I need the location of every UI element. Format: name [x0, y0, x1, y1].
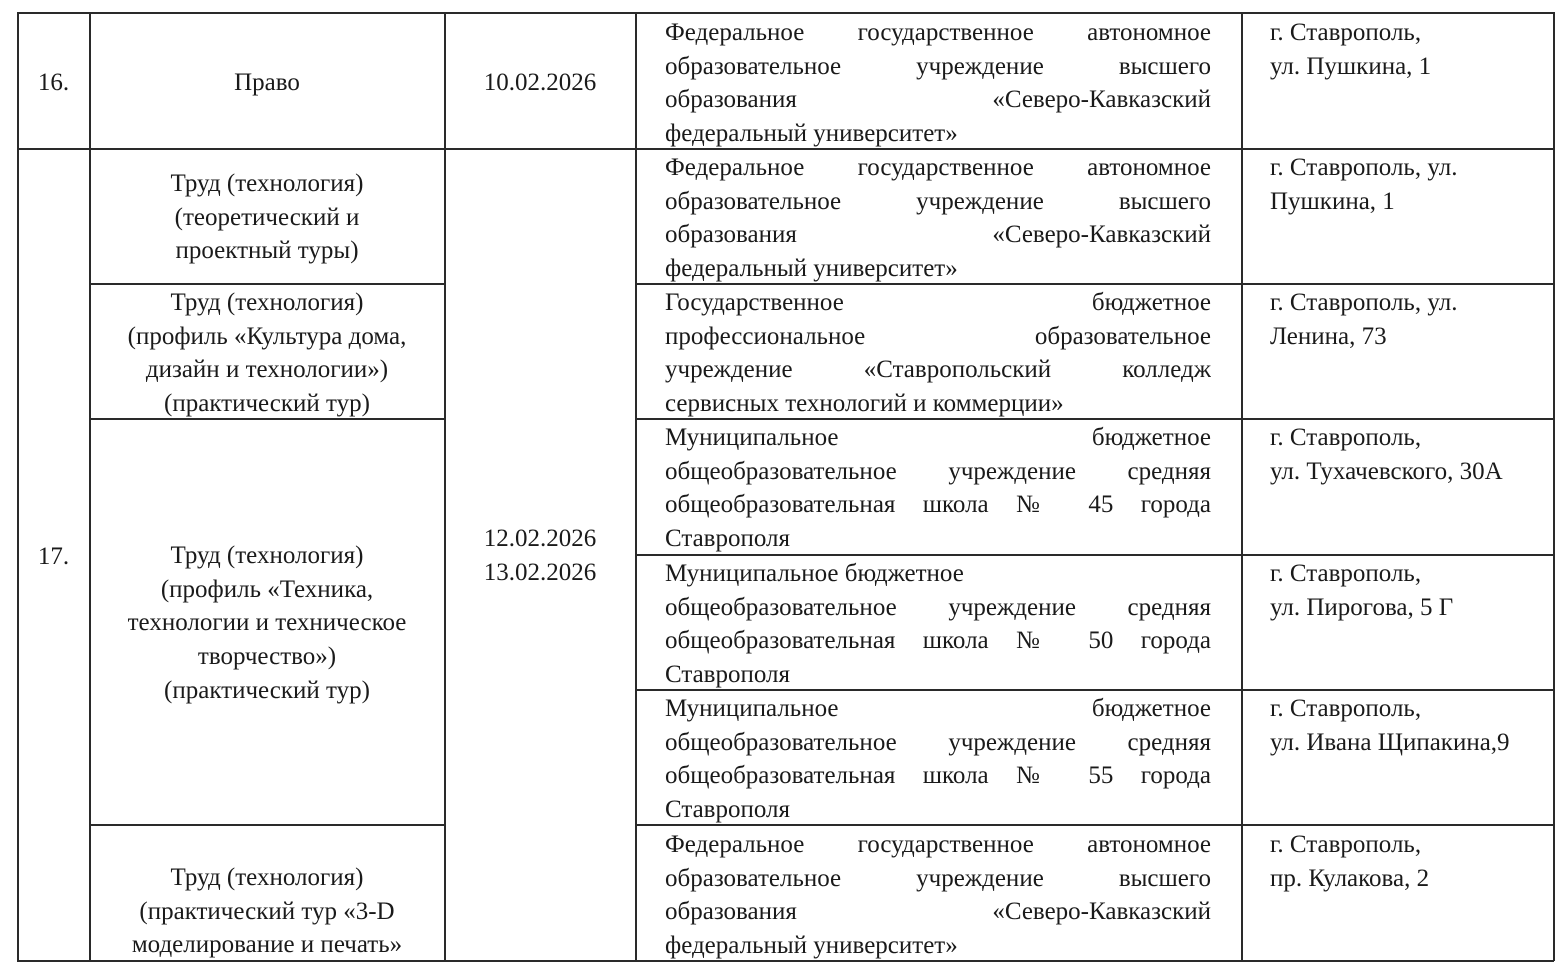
institution-line: Федеральное государственное автономное	[665, 154, 1211, 181]
row-number	[18, 540, 89, 574]
address-line: пр. Кулакова, 2	[1270, 864, 1430, 892]
institution-line: образования «Северо-Кавказский	[665, 898, 1211, 926]
address-cell	[1270, 421, 1552, 488]
subject-line: моделирование и печать»	[131, 931, 403, 959]
address-line: Пушкина, 1	[1270, 187, 1395, 215]
address-line: г. Ставрополь,	[1270, 19, 1422, 46]
row-number-text: 17.	[37, 543, 70, 570]
institution-line: учреждение «Ставропольский колледж	[665, 356, 1211, 384]
institution-line: Государственное бюджетное	[665, 289, 1211, 316]
institution-line: Муниципальное бюджетное	[665, 424, 1211, 451]
institution-line: федеральный университет»	[665, 932, 958, 960]
institution-line: общеобразовательное учреждение средняя	[665, 728, 1211, 756]
institution-line: Ставрополя	[665, 661, 790, 689]
address-line: ул. Пушкина, 1	[1270, 52, 1432, 80]
address-cell	[1270, 151, 1552, 218]
institution-line: образовательное учреждение высшего	[665, 187, 1211, 215]
institution-cell	[665, 421, 1211, 556]
institution-line: федеральный университет»	[665, 120, 958, 148]
institution-line: Муниципальное бюджетное	[665, 560, 964, 587]
date-text: 12.02.2026	[483, 525, 597, 552]
subject-line: Труд (технология)	[170, 864, 364, 891]
subject-cell	[90, 167, 444, 268]
subject-cell	[90, 861, 444, 962]
subject-cell	[90, 286, 444, 421]
institution-line: образовательное учреждение высшего	[665, 52, 1211, 80]
table-border-top	[17, 12, 1554, 14]
institution-line: федеральный университет»	[665, 255, 958, 283]
institution-line: Федеральное государственное автономное	[665, 831, 1211, 858]
address-line: ул. Ивана Щипакина,9	[1270, 728, 1510, 756]
institution-line: общеобразовательная школа № 50 города	[665, 627, 1211, 655]
address-cell	[1270, 286, 1552, 353]
institution-cell	[665, 151, 1211, 286]
address-line: г. Ставрополь,	[1270, 424, 1422, 451]
institution-cell	[665, 557, 1211, 692]
subject-line: Труд (технология)	[170, 289, 364, 316]
institution-line: образования «Северо-Кавказский	[665, 221, 1211, 249]
cell-divider	[90, 824, 445, 826]
cell-divider	[90, 283, 445, 285]
institution-cell	[665, 286, 1211, 421]
column-divider	[444, 12, 446, 961]
date-text: 13.02.2026	[483, 558, 597, 586]
subject-line: (профиль «Техника,	[160, 575, 374, 603]
institution-line: Ставрополя	[665, 796, 790, 824]
institution-line: общеобразовательная школа № 55 города	[665, 762, 1211, 790]
address-line: г. Ставрополь,	[1270, 695, 1422, 722]
institution-line: Муниципальное бюджетное	[665, 695, 1211, 722]
address-cell	[1270, 828, 1552, 895]
institution-line: Федеральное государственное автономное	[665, 19, 1211, 46]
row-number	[18, 66, 89, 100]
subject-line: творчество»)	[197, 643, 337, 671]
date-cell	[445, 522, 635, 589]
subject-line: Труд (технология)	[170, 170, 364, 197]
column-divider	[635, 12, 637, 961]
institution-line: Ставрополя	[665, 525, 790, 553]
institution-line: профессиональное образовательное	[665, 322, 1211, 350]
subject-line: (практический тур)	[164, 676, 370, 704]
subject-line: дизайн и технологии»)	[145, 356, 389, 384]
row-number-text: 16.	[37, 69, 70, 96]
subject-text: Право	[234, 69, 300, 96]
subject-line: проектный туры)	[175, 237, 359, 265]
subject-line: (практический тур «3-D	[139, 897, 395, 925]
table-border-left	[17, 12, 19, 961]
subject-cell	[90, 66, 444, 100]
address-line: г. Ставрополь, ул.	[1270, 154, 1458, 181]
table-border-right	[1553, 12, 1555, 961]
address-cell	[1270, 16, 1552, 83]
subject-line: (профиль «Культура дома,	[127, 322, 407, 350]
address-line: Ленина, 73	[1270, 322, 1387, 350]
date-cell	[445, 66, 635, 100]
institution-line: образования «Северо-Кавказский	[665, 86, 1211, 114]
institution-cell	[665, 692, 1211, 827]
institution-cell	[665, 16, 1211, 151]
address-cell	[1270, 557, 1552, 624]
subject-line: Труд (технология)	[170, 542, 364, 569]
address-line: г. Ставрополь,	[1270, 560, 1422, 587]
address-cell	[1270, 692, 1552, 759]
subject-cell	[90, 539, 444, 708]
subject-line: (практический тур)	[164, 390, 370, 418]
institution-cell	[665, 828, 1211, 963]
column-divider	[89, 12, 91, 961]
address-line: ул. Тухачевского, 30А	[1270, 457, 1503, 485]
subject-line: технологии и техническое	[127, 609, 407, 637]
column-divider	[1241, 12, 1243, 961]
subject-line: (теоретический и	[174, 203, 360, 231]
institution-line: общеобразовательная школа № 45 города	[665, 491, 1211, 519]
institution-line: сервисных технологий и коммерции»	[665, 390, 1064, 418]
institution-line: общеобразовательное учреждение средняя	[665, 593, 1211, 621]
date-text: 10.02.2026	[483, 69, 597, 96]
institution-line: образовательное учреждение высшего	[665, 864, 1211, 892]
institution-line: общеобразовательное учреждение средняя	[665, 457, 1211, 485]
address-line: г. Ставрополь,	[1270, 831, 1422, 858]
address-line: ул. Пирогова, 5 Г	[1270, 593, 1454, 621]
address-line: г. Ставрополь, ул.	[1270, 289, 1458, 316]
